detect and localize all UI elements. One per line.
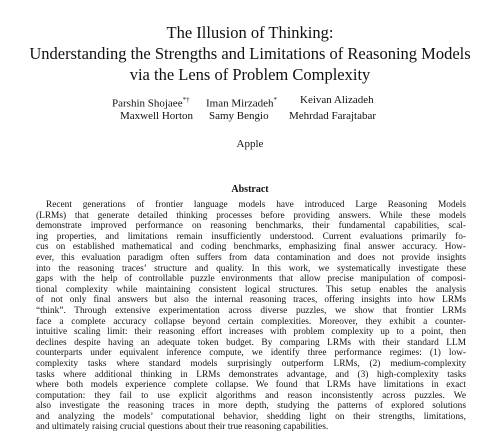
abstract-line: and ultimately raising crucial questions about their true reasoning capabilities.	[36, 422, 329, 433]
abstract-line: complexity tasks where standard models surprisingly outperform LRMs, (2) medium-complexity	[36, 358, 466, 369]
abstract-heading: Abstract	[231, 184, 269, 195]
abstract-line: intuitive scaling limit: their reasoning effort increases with problem complexity up to a point, then	[36, 327, 466, 338]
author: Keivan Alizadeh	[300, 94, 374, 106]
affiliation: Apple	[236, 138, 264, 150]
abstract-line: into the reasoning traces’ structure and quality. In this work, we systematically investigate these	[36, 263, 466, 274]
author: Mehrdad Farajtabar	[289, 110, 377, 122]
author-mark: *†	[182, 96, 190, 104]
abstract-line: where both models experience complete collapse. We found that LRMs have limitations in exact	[36, 380, 466, 391]
author-mark: *	[273, 96, 277, 104]
abstract-line: computation: they fail to use explicit algorithms and reason inconsistently across puzzles. We	[36, 390, 466, 401]
abstract-line: counterparts under equivalent inference compute, we identify three performance regimes: (1) low-	[36, 348, 466, 359]
abstract-line: and analyzing the models’ computational behavior, shedding light on their strengths, limitations,	[36, 411, 466, 422]
abstract-line: “think”. Through extensive experimentation across diverse puzzles, we show that frontier LRMs	[36, 305, 466, 316]
abstract-text	[36, 200, 466, 433]
abstract-line: tasks where additional thinking in LRMs demonstrates advantage, and (3) high-complexity tasks	[36, 369, 466, 380]
abstract-line: declines despite having an adequate token budget. By comparing LRMs with their standard LLM	[36, 337, 466, 348]
abstract-line: (LRMs) that generate detailed thinking processes before providing answers. While these models	[36, 210, 466, 221]
abstract-line: ing properties, and limitations remain insufficiently understood. Current evaluations primarily fo-	[36, 231, 466, 242]
abstract-line: gaps with the help of controllable puzzle environments that allow precise manipulation of composi-	[36, 274, 466, 285]
abstract-line: demonstrate improved performance on reasoning benchmarks, their fundamental capabilities, scal-	[36, 221, 466, 232]
author: Maxwell Horton	[120, 110, 194, 122]
abstract-line: Recent generations of frontier language models have introduced Large Reasoning Models	[46, 200, 466, 210]
abstract-line: also investigate the reasoning traces in more depth, studying the patterns of explored solutions	[36, 401, 466, 412]
abstract-line: face a complete accuracy collapse beyond certain complexities. Moreover, they exhibit a counter-	[36, 316, 466, 327]
abstract-line: ever, this evaluation paradigm often suffers from data contamination and does not provide insights	[36, 252, 466, 263]
author: Samy Bengio	[209, 110, 269, 122]
paper-title	[0, 22, 500, 85]
abstract-line: of not only final answers but also the internal reasoning traces, offering insights into how LRMs	[36, 295, 466, 306]
author: Parshin Shojaee*†	[112, 96, 190, 110]
title-line: via the Lens of Problem Complexity	[129, 65, 371, 84]
title-line: The Illusion of Thinking:	[166, 23, 334, 42]
author: Iman Mirzadeh*	[206, 96, 277, 110]
title-line: Understanding the Strengths and Limitations of Reasoning Models	[29, 44, 471, 63]
abstract-line: tional complexity while maintaining consistent logical structures. This setup enables the analysis	[36, 284, 466, 295]
abstract-line: cus on established mathematical and coding benchmarks, emphasizing final answer accuracy. How-	[36, 242, 466, 253]
